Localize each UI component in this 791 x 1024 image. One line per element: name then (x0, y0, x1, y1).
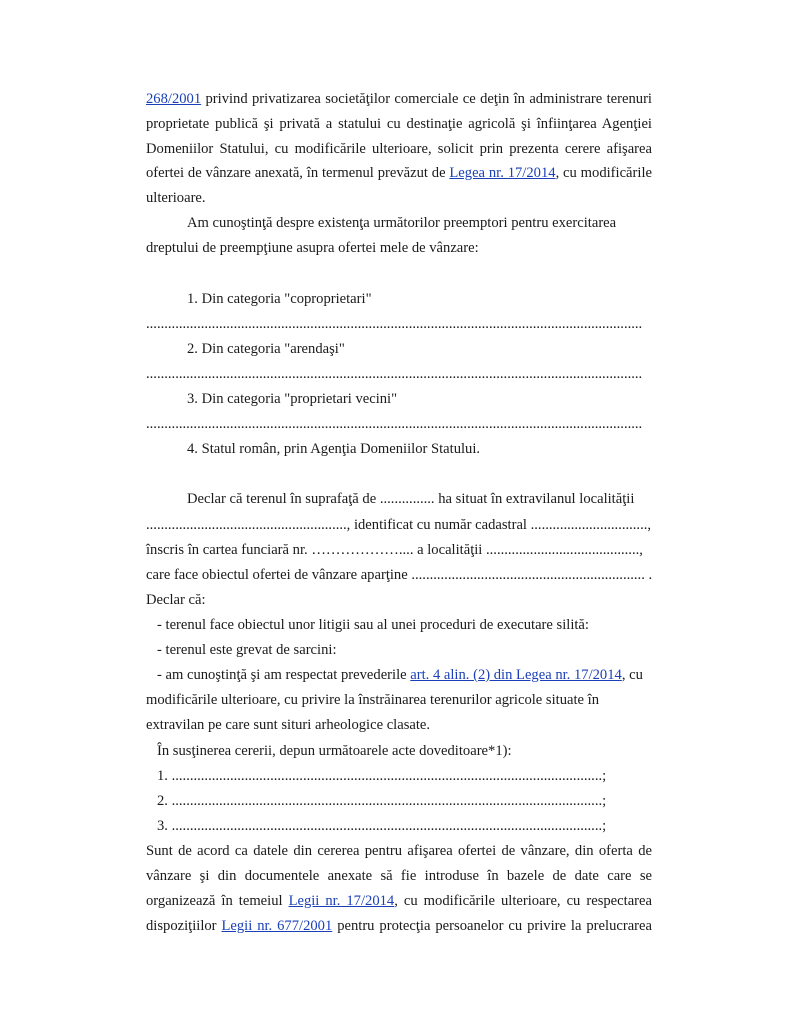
dotted-line-2: ........................................................................................................................................ (146, 366, 643, 382)
p1-line4: ofertei de vânzare anexată, în termenul prevăzut de Legea nr. 17/2014, cu modificările (146, 165, 652, 181)
art-4-alin-2-link[interactable]: art. 4 alin. (2) din Legea nr. 17/2014 (410, 667, 622, 683)
p4-line4: dispoziţiilor Legii nr. 677/2001 pentru protecţia persoanelor cu privire la prelucrarea (146, 918, 652, 934)
p1-line3: Domeniilor Statului, cu modificările ulterioare, solicit prin prezenta cerere afişarea (146, 141, 652, 157)
act-item-3: 3. ......................................................................................................................; (157, 818, 607, 834)
p3-line1: Declar că terenul în suprafaţă de ............... ha situat în extravilanul localităţii (187, 491, 635, 507)
bullet-situri-line1: - am cunoştinţă şi am respectat prevederile art. 4 alin. (2) din Legea nr. 17/2014, cu (157, 667, 643, 683)
category-proprietari-vecini: 3. Din categoria "proprietari vecini" (187, 391, 398, 407)
p2-line2: dreptului de preempţiune asupra ofertei mele de vânzare: (146, 240, 479, 256)
legii-17-2014-link[interactable]: Legii nr. 17/2014 (288, 893, 395, 909)
act-item-2: 2. ......................................................................................................................; (157, 793, 607, 809)
p2-line1: Am cunoştinţă despre existenţa următorilor preemptori pentru exercitarea (187, 215, 617, 231)
p4-line1: Sunt de acord ca datele din cererea pentru afişarea ofertei de vânzare, din oferta de (146, 843, 652, 859)
category-statul-roman: 4. Statul român, prin Agenţia Domeniilor Statului. (187, 441, 481, 457)
p3-line4: care face obiectul ofertei de vânzare aparţine ................................................................ . (146, 567, 653, 583)
acts-intro: În susţinerea cererii, depun următoarele acte doveditoare*1): (157, 743, 512, 759)
p4-line3: organizează în temeiul Legii nr. 17/2014, cu modificările ulterioare, cu respectarea (146, 893, 652, 909)
law-268-2001-link[interactable]: 268/2001 (146, 91, 202, 107)
bullet-sarcini: - terenul este grevat de sarcini: (157, 642, 337, 658)
dotted-line-1: ........................................................................................................................................ (146, 316, 643, 332)
p3-line2: ......................................................., identificat cu număr cadastral ................................, (146, 517, 652, 533)
bullet-situri-line2: modificările ulterioare, cu privire la înstrăinarea terenurilor agricole situate în (146, 692, 600, 708)
bullet-litigii: - terenul face obiectul unor litigii sau al unei proceduri de executare silită: (157, 617, 589, 633)
p3-line3: înscris în cartea funciară nr. ……………….... a localităţii .........................................., (146, 542, 643, 558)
p1-line1: 268/2001 privind privatizarea societăţilor comerciale ce deţin în administrare terenuri (146, 91, 652, 107)
law-17-2014-link[interactable]: Legea nr. 17/2014 (449, 165, 556, 181)
category-coproprietari: 1. Din categoria "coproprietari" (187, 291, 372, 307)
category-arendasi: 2. Din categoria "arendaşi" (187, 341, 345, 357)
p1-line2: proprietate publică şi privată a statului cu destinaţie agricolă şi înfiinţarea Agenţiei (146, 116, 652, 132)
p1-line5: ulterioare. (146, 190, 206, 206)
dotted-line-3: ........................................................................................................................................ (146, 416, 643, 432)
p4-line2: vânzare şi din documentele anexate să fie introduse în bazele de date care se (146, 868, 652, 884)
bullet-situri-line3: extravilan pe care sunt situri arheologice clasate. (146, 717, 431, 733)
act-item-1: 1. ......................................................................................................................; (157, 768, 607, 784)
legii-677-2001-link[interactable]: Legii nr. 677/2001 (221, 918, 333, 934)
p3-line5: Declar că: (146, 592, 206, 608)
